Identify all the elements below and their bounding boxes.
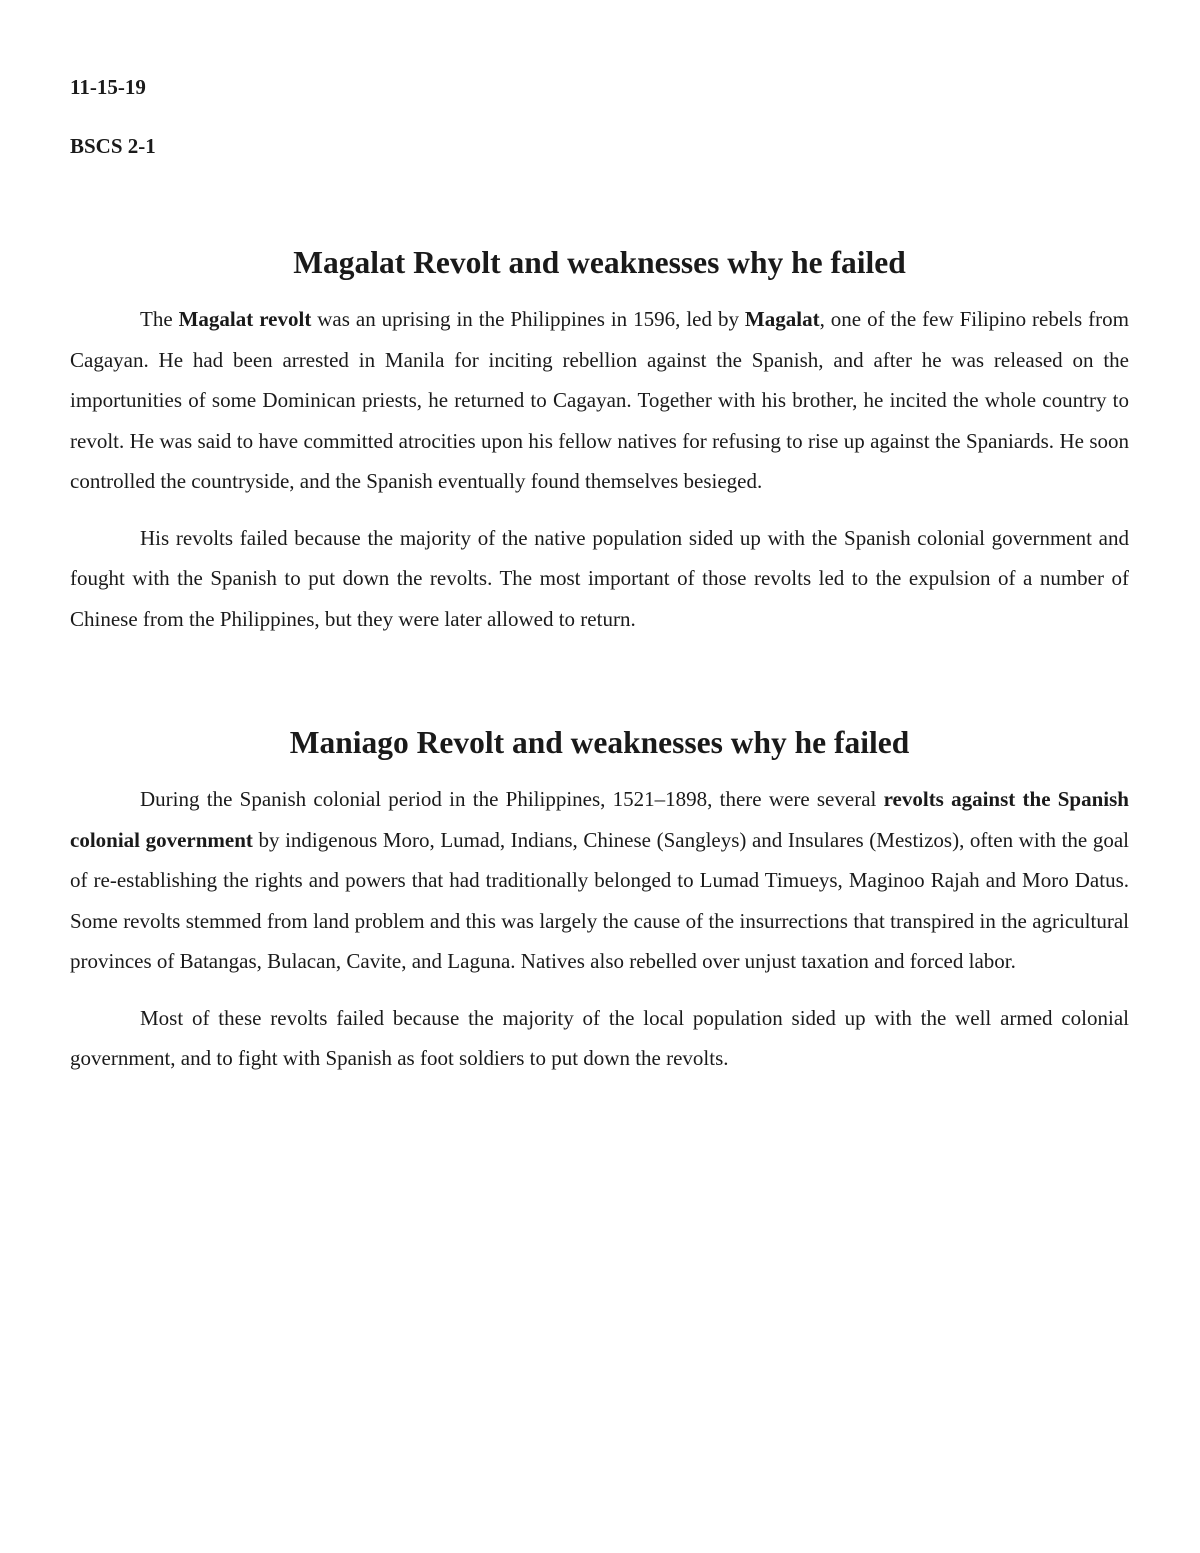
maniago-heading: Maniago Revolt and weaknesses why he failed (289, 725, 910, 760)
magalat-heading: Magalat Revolt and weaknesses why he failed (293, 245, 906, 280)
revolts-against-bold: revolts against the Spanish colonial government (70, 787, 1129, 852)
magalat-paragraph-1 (70, 299, 1129, 502)
maniago-p1-text-1: During the Spanish colonial period in the Philippines, 1521–1898, there were several (140, 787, 884, 811)
document-section: BSCS 2-1 (70, 134, 156, 158)
maniago-paragraph-2: Most of these revolts failed because the majority of the local population sided up with the well armed colonial government, and to fight with Spanish as foot soldiers to put down the revolts. (70, 1005, 1129, 1070)
magalat-revolt-bold: Magalat revolt (178, 307, 312, 331)
maniago-p1-text-2: by indigenous Moro, Lumad, Indians, Chinese (Sangleys) and Insulares (Mestizos), often with the goal of re-establishing the rights and powers that had traditionally belonged to Lumad Timueys, Maginoo Rajah and Moro Datus. Some revolts stemmed from land problem and this was largely the cause of the insurrections that transpired in the agricultural provinces of Batangas, Bulacan, Cavite, and Laguna. Natives also rebelled over unjust taxation and forced labor. (70, 827, 1129, 973)
magalat-paragraph-2: His revolts failed because the majority of the native population sided up with the Spanish colonial government and fought with the Spanish to put down the revolts. The most important of those revolts led to the expulsion of a number of Chinese from the Philippines, but they were later allowed to return. (70, 525, 1129, 631)
magalat-p1-text-3: , one of the few Filipino rebels from Cagayan. He had been arrested in Manila for inciting rebellion against the Spanish, and after he was released on the importunities of some Dominican priests, he returned to Cagayan. Together with his brother, he incited the whole country to revolt. He was said to have committed atrocities upon his fellow natives for refusing to rise up against the Spaniards. He soon controlled the countryside, and the Spanish eventually found themselves besieged. (70, 307, 1129, 493)
maniago-paragraph-1 (70, 779, 1129, 982)
magalat-p1-text-2: was an uprising in the Philippines in 1596, led by (311, 307, 745, 331)
document-body (70, 72, 1129, 1095)
magalat-p1-text-1: The (140, 307, 179, 331)
document-date: 11-15-19 (70, 75, 146, 99)
magalat-name-bold: Magalat (744, 307, 820, 331)
